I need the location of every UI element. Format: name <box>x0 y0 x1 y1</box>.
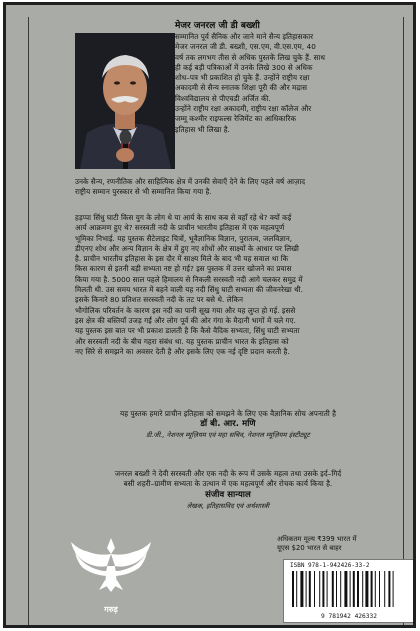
bio-line: राष्ट्रीय सम्मान पुरस्कार से भी सम्मानित किया गया है. <box>75 187 212 197</box>
bio-line: मेजर जनरल जी डी. बख्शी, एस.एम, वी.एस.एम, 40 <box>175 42 316 52</box>
endorsement-one <box>55 409 401 441</box>
description-line: इसके किनारे 80 प्रतिशत सरस्वती नदी के तट पर बसे थे. लेकिन <box>75 295 244 305</box>
bio-line: शोध–पत्र भी प्रकाशित हो चुके हैं. उन्होंने राष्ट्रीय रक्षा <box>175 73 310 83</box>
bio-line: इतिहास भी लिखा है. <box>175 124 230 134</box>
author-portrait-illustration <box>75 33 175 169</box>
endorsement-designation: लेखक, इतिहासविद एवं अर्थशास्त्री <box>186 501 270 510</box>
bio-line: अकादमी से सैन्य स्नातक शिक्षा पूरी की और मद्रास <box>175 83 308 93</box>
publisher-logo <box>69 532 153 612</box>
endorsement-two <box>55 469 401 511</box>
author-photo <box>75 33 175 169</box>
price-info <box>273 535 416 553</box>
bio-line: जम्मू कश्मीर राइफल्स रेजिमेंट का आधिकारिक <box>175 114 297 124</box>
bio-line: ही कई बड़ी पत्रिकाओं में उनके लिखे 300 से अधिक <box>175 62 313 72</box>
price-line: यूएस $20 भारत से बाहर <box>277 544 342 552</box>
description-line: यह पुस्तक इस बात पर भी प्रकाश डालती है कि कैसे वैदिक सभ्यता, सिंधु घाटी सभ्यता <box>75 326 300 336</box>
bio-line: उन्होंने राष्ट्रीय रक्षा अकादमी, राष्ट्रीय रक्षा कॉलेज और <box>175 104 312 114</box>
description-line: हड़प्पा सिंधु घाटी किस युग के लोग थे या आर्य के साथ कब से वहाँ रहे थे? क्यों कई <box>75 213 292 222</box>
book-back-cover <box>3 2 416 628</box>
description-line: डीएनए शोध और अन्य विज्ञान के क्षेत्र में हुए नए शोधों और साक्ष्यों के आधार पर लिखी <box>75 243 299 253</box>
barcode-block <box>283 559 415 623</box>
description-line: किस कारण से इतनी बड़ी सभ्यता नष्ट हो गई? इस पुस्तक में उत्तर खोजने का प्रयास <box>75 264 292 274</box>
bio-line: उनके सैन्य, रणनीतिक और साहित्यिक क्षेत्र में उनकी सेवाएँ देने के लिए पहले वर्ष आज़ाद <box>75 177 306 186</box>
description-line: भौगोलिक परिवर्तन के कारण इस नदी का पानी सूख गया और यह लुप्त हो गई. इससे <box>75 305 296 315</box>
description-line: भूमिका निभाई. यह पुस्तक सैटेलाइट चित्रों, भूवैज्ञानिक विज्ञान, पुरातत्व, जलविज्ञान, <box>75 233 293 243</box>
book-description <box>75 213 401 357</box>
bio-line: विश्वविद्यालय से पीएचडी अर्जित की. <box>175 93 271 103</box>
endorsement-quote: बसी शहरी–ग्रामीण सभ्यता के उत्थान में एक महत्वपूर्ण और रोचक कार्य किया है. <box>123 479 333 489</box>
endorsement-quote: यह पुस्तक हमारे प्राचीन इतिहास को समझने के लिए एक वैज्ञानिक सोच अपनाती है <box>120 409 336 418</box>
endorsement-author: संजीव सान्याल <box>205 489 251 500</box>
description-line: नए सिरे से समझने का अवसर देती है और इसके लिए एक नई दृष्टि प्रदान करती है. <box>75 346 290 356</box>
price-line: अधिकतम मूल्य ₹399 भारत में <box>277 535 357 543</box>
cover-frame <box>28 17 404 628</box>
description-line: इस क्षेत्र की बस्तियाँ उजड़ गईं और लोग पूर्व की ओर गंगा के मैदानी भागों में चले गए. <box>75 315 296 325</box>
author-bio <box>175 32 401 135</box>
description-line: आर्य आक्रमण हुए थे? सरस्वती नदी के प्राचीन भारतीय इतिहास में एक महत्वपूर्ण <box>75 223 285 233</box>
endorsement-author: डॉ बी. आर. मणि <box>200 419 256 430</box>
author-name-heading: मेजर जनरल जी डी बख्शी <box>175 21 260 31</box>
endorsement-quote: जनरल बख्शी ने देवी सरस्वती और एक नदी के रूप में उसके महत्व तथा उसके इर्द–गिर्द <box>114 469 342 478</box>
garuda-bird-logo <box>69 532 153 598</box>
price-and-barcode <box>273 535 416 628</box>
isbn-digits: 9 781942 426332 <box>321 613 377 620</box>
endorsement-designation: डी.जी., नेशनल म्यूज़ियम एवं महा सचिव, नेशनल म्यूज़ियम इंस्टीट्यूट <box>146 431 310 440</box>
description-line: किया गया है. 5000 साल पहले हिमालय से निकली सरस्वती नदी आगे चलकर समुद्र में <box>75 274 303 284</box>
isbn-label: ISBN 978-1-942426-33-2 <box>290 562 370 569</box>
bio-line: वर्ष तक लगभग तीस से अधिक पुस्तकें लिख चुके हैं. साथ <box>175 52 326 62</box>
publisher-name: गरुड़ <box>104 605 118 614</box>
description-line: और सरस्वती नदी के बीच गहरा संबंध था. यह पुस्तक प्राचीन भारत के इतिहास को <box>75 336 289 346</box>
description-line: है. प्राचीन भारतीय इतिहास के इस दौर में साक्ष्य मिले के बाद भी यह सवाल था कि <box>75 254 289 264</box>
author-bio-continued <box>75 177 401 198</box>
description-line: मिलती थी. उस समय भारत में बहने वाली यह नदी सिंधु घाटी सभ्यता की जीवनरेखा थी. <box>75 285 303 295</box>
bio-line: सम्मानित पूर्व सैनिक और जाने माने सैन्य इतिहासकार <box>175 32 314 41</box>
barcode-graphic <box>290 571 408 607</box>
